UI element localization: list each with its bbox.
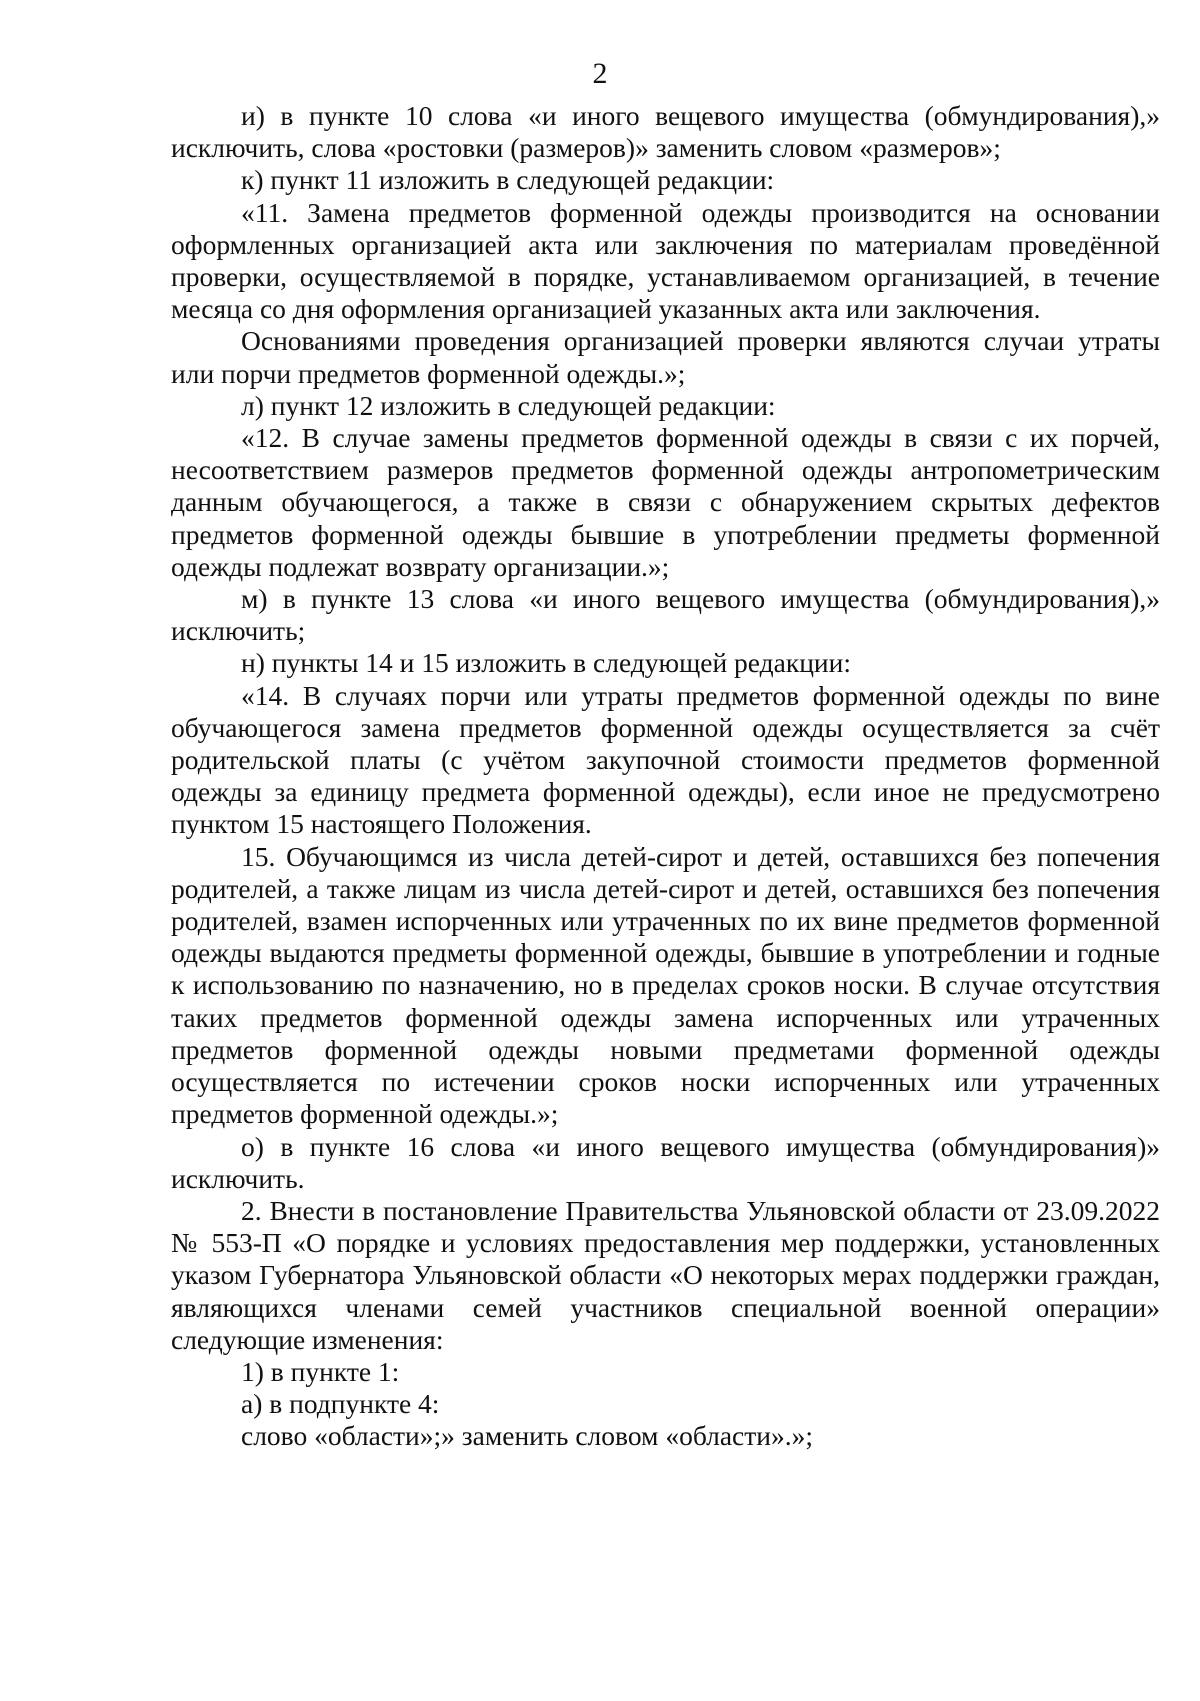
document-body <box>171 100 1160 1453</box>
paragraph-change-1-a-text: слово «области»;» заменить словом «области».»; <box>241 1420 814 1452</box>
paragraph-change-1-a: а) в подпункте 4: <box>241 1388 440 1420</box>
paragraph-section-2: 2. Внести в постановление Правительства Ульяновской области от 23.09.2022 № 553-П «О порядке и условиях предоставления мер поддержки, установленных указом Губернатора Ульяновской области «О некоторых мерах поддержки граждан, являющихся членами семей участников специальной военной операции» следующие изменения: <box>171 1194 1160 1355</box>
paragraph-item-12: «12. В случае замены предметов форменной одежды в связи с их порчей, несоответствием размеров предметов форменной одежды антропометрическим данным обучающегося, а также в связи с обнаружением скрытых дефектов предметов форменной одежды бывшие в употреблении предметы форменной одежды подлежат возврату организации.»; <box>171 422 1160 582</box>
paragraph-amendment-i: и) в пункте 10 слова «и иного вещевого имущества (обмундирования),» исключить, слова «ростовки (размеров)» заменить словом «размеров»; <box>171 100 1160 164</box>
paragraph-item-11: «11. Замена предметов форменной одежды производится на основании оформленных организацией акта или заключения по материалам проведённой проверки, осуществляемой в порядке, устанавливаемом организацией, в течение месяца со дня оформления организацией указанных акта или заключения. <box>171 196 1160 325</box>
page-number: 2 <box>592 57 608 90</box>
paragraph-item-15: 15. Обучающимся из числа детей-сирот и детей, оставшихся без попечения родителей, а также лицам из числа детей-сирот и детей, оставшихся без попечения родителей, взамен испорченных или утраченных по их вине предметов форменной одежды выдаются предметы форменной одежды, бывшие в употреблении и годные к использованию по назначению, но в пределах сроков носки. В случае отсутствия таких предметов форменной одежды замена испорченных или утраченных предметов форменной одежды новыми предметами форменной одежды осуществляется по истечении сроков носки испорченных или утраченных предметов форменной одежды.»; <box>171 840 1160 1130</box>
paragraph-change-1: 1) в пункте 1: <box>241 1355 400 1387</box>
paragraph-item-11-grounds: Основаниями проведения организацией проверки являются случаи утраты или порчи предметов форменной одежды.»; <box>171 325 1160 389</box>
paragraph-item-14: «14. В случаях порчи или утраты предметов форменной одежды по вине обучающегося замена предметов форменной одежды осуществляется за счёт родительской платы (с учётом закупочной стоимости предметов форменной одежды за единицу предмета форменной одежды), если иное не предусмотрено пунктом 15 настоящего Положения. <box>171 679 1160 840</box>
paragraph-amendment-l: л) пункт 12 изложить в следующей редакции: <box>241 389 776 421</box>
paragraph-amendment-m: м) в пункте 13 слова «и иного вещевого имущества (обмундирования),» исключить; <box>171 583 1160 647</box>
paragraph-amendment-k: к) пункт 11 изложить в следующей редакции: <box>241 164 775 196</box>
paragraph-amendment-o: о) в пункте 16 слова «и иного вещевого имущества (обмундирования)» исключить. <box>171 1130 1160 1194</box>
paragraph-amendment-n: н) пункты 14 и 15 изложить в следующей редакции: <box>241 647 851 679</box>
